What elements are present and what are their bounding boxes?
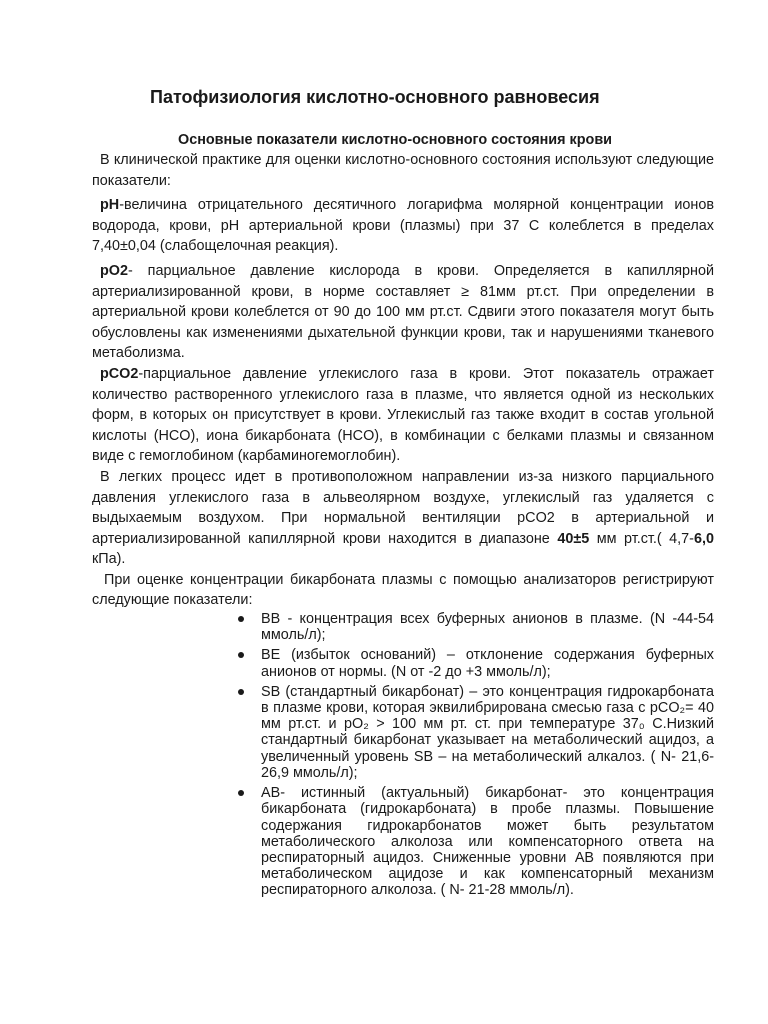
po2-term: pO2	[100, 262, 128, 279]
list-item	[238, 647, 714, 679]
lungs-text-after: кПа).	[92, 551, 126, 568]
ph-paragraph	[92, 195, 714, 257]
list-item	[238, 684, 714, 781]
bullet-icon	[238, 616, 244, 622]
bullet-text: - концентрация всех буферных анионов в плазме. (N -44-54 ммоль/л);	[261, 611, 714, 644]
bullet-term: BE	[261, 647, 281, 664]
bullet-icon	[238, 790, 244, 796]
intro-text: В клинической практике для оценки кислотно-основного состояния используют следующие показатели:	[92, 152, 714, 189]
lungs-kpa: 6,0	[693, 530, 714, 547]
indicator-list	[92, 611, 714, 898]
section-subtitle: Основные показатели кислотно-основного состояния крови	[178, 132, 613, 148]
lungs-paragraph	[92, 467, 714, 570]
ph-text: -величина отрицательного десятичного логарифма молярной концентрации ионов водорода, крови, pH артериальной крови (плазмы) при 37 С колеблется в пределах 7,40±0,04 (слабощелочная реакция).	[92, 197, 714, 255]
pco2-paragraph	[92, 364, 714, 467]
bullet-icon	[238, 689, 244, 695]
lungs-text-middle: мм рт.ст.( 4,7-	[589, 530, 694, 547]
bullet-text: (стандартный бикарбонат) – это концентрация гидрокарбоната в плазме крови, которая эквилибрирована смесью газа с pCO₂= 40 мм рт.ст. и pO₂ > 100 мм рт. ст. при температуре 37₀ С.Низкий стандартный бикарбонат указывает на метаболический ацидоз, а увеличенный уровень SB – на метаболический алкалоз. ( N- 21,6- 26,9 ммоль/л);	[261, 683, 714, 781]
bullet-term: SB	[261, 683, 281, 700]
po2-text: - парциальное давление кислорода в крови. Определяется в капиллярной артериализированной крови, в норме составляет ≥ 81мм рт.ст. При определении в артериальной крови колеблется от 90 до 100 мм рт.ст. Сдвиги этого показателя могут быть обусловлены как изменениями дыхательной функции крови, так и нарушениями тканевого метаболизма.	[92, 262, 714, 362]
page-title: Патофизиология кислотно-основного равновесия	[150, 87, 600, 107]
bullet-text: - истинный (актуальный) бикарбонат- это концентрация бикарбоната (гидрокарбоната) в пробе плазмы. Повышение содержания гидрокарбонатов может быть результатом метаболического алколоза или компенсаторного ответа на респираторный ацидоз. Сниженные уровни AB появляются при метаболическом ацидозе и как компенсаторный механизм респираторного алколоза. ( N- 21-28 ммоль/л).	[261, 785, 714, 899]
lungs-range: 40±5	[557, 530, 590, 547]
list-item	[238, 611, 714, 643]
bicarb-intro-paragraph	[92, 570, 714, 611]
intro-paragraph	[92, 150, 714, 191]
ph-term: pH	[100, 197, 120, 214]
po2-paragraph	[92, 261, 714, 364]
bullet-icon	[238, 652, 244, 658]
lungs-text-before: В легких процесс идет в противоположном направлении из-за низкого парциального давления углекислого газа в альвеолярном воздухе, углекислый газ удаляется с выдыхаемым воздухом. При нормальной вентиляции pCO2 в артериальной и артериализированной капиллярной крови находится в диапазоне	[92, 468, 714, 547]
bicarb-intro-text: При оценке концентрации бикарбоната плазмы с помощью анализаторов регистрируют следующие показатели:	[92, 571, 714, 609]
bullet-term: AB	[261, 785, 281, 802]
list-item	[238, 785, 714, 898]
pco2-term: pCO2	[100, 365, 139, 382]
bullet-text: (избыток оснований) – отклонение содержания буферных анионов от нормы. (N от -2 до +3 ммоль/л);	[261, 647, 714, 680]
bullet-term: BB	[261, 611, 281, 628]
pco2-text: -парциальное давление углекислого газа в крови. Этот показатель отражает количество растворенного углекислого газа в плазме, что является одной из нескольких форм, в которых он присутствует в крови. Углекислый газ также входит в состав угольной кислоты (HCO), иона бикарбоната (HCO), в комбинации с белками плазмы и связанном виде с гемоглобином (карбаминогемоглобин).	[92, 365, 714, 465]
